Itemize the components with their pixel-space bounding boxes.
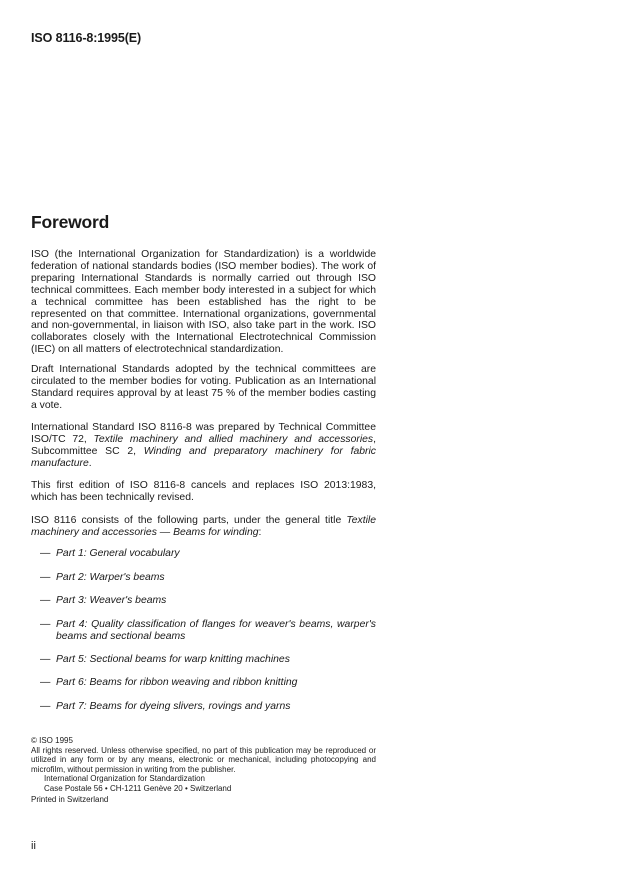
organization-name: International Organization for Standardization — [44, 774, 205, 784]
paragraph-parts-intro — [31, 515, 376, 539]
rights-reserved-text: All rights reserved. Unless otherwise specified, no part of this publication may be reproduced or utilized in any form or by any means, electronic or mechanical, including photocopying and microfilm, without permission in writing from the publisher. — [31, 745, 376, 774]
foreword-title: Foreword — [31, 212, 110, 232]
prepared-by-text-e: . — [88, 457, 92, 469]
committee-title-italic: Textile machinery and allied machinery and accessories — [93, 433, 374, 445]
paragraph-iso-intro: ISO (the International Organization for Standardization) is a worldwide federation of national standards bodies (ISO member bodies). The work of preparing International Standards is normally carried out through ISO technical committees. Each member body interested in a subject for which a technical committee has been established has the right to be represented on that committee. International organizations, governmental and non-governmental, in liaison with ISO, also take part in the work. ISO collaborates closely with the International Electrotechnical Commission (IEC) on all matters of electrotechnical standardization. — [31, 249, 376, 356]
list-dash: — — [40, 654, 51, 665]
part-title: Part 5: Sectional beams for warp knitting machines — [56, 654, 290, 665]
list-dash: — — [40, 548, 51, 559]
prepared-by-text-c: , Subcommittee SC 2, — [31, 433, 376, 457]
paragraph-draft-standards: Draft International Standards adopted by the technical committees are circulated to the member bodies for voting. Publication as an International Standard requires approval by at least 75 % of the member bodies casting a vote. — [31, 364, 376, 411]
paragraph-edition: This first edition of ISO 8116-8 cancels and replaces ISO 2013:1983, which has been technically revised. — [31, 480, 376, 503]
prepared-by-text-a: International Standard ISO 8116-8 was prepared by Technical Committee ISO/TC 72, — [31, 422, 376, 445]
part-title: Part 6: Beams for ribbon weaving and ribbon knitting — [56, 677, 298, 688]
part-title: Part 2: Warper's beams — [56, 572, 165, 583]
list-dash: — — [40, 619, 51, 630]
document-id-header: ISO 8116-8:1995(E) — [31, 31, 142, 45]
parts-intro-text-c: : — [258, 526, 262, 538]
part-title: Part 4: Quality classification of flanges for weaver's beams, warper's beams and sectional beams — [56, 619, 376, 642]
general-title-italic: Textile machinery and accessories — Beams for winding — [31, 515, 376, 538]
list-dash: — — [40, 701, 51, 712]
copyright-block — [31, 736, 376, 804]
list-dash: — — [40, 595, 51, 606]
organization-address: Case Postale 56 • CH-1211 Genève 20 • Switzerland — [44, 783, 232, 793]
paragraph-prepared-by — [31, 422, 376, 470]
part-title: Part 1: General vocabulary — [56, 548, 180, 559]
part-title: Part 7: Beams for dyeing slivers, rovings and yarns — [56, 701, 291, 712]
printed-in: Printed in Switzerland — [31, 794, 109, 804]
list-dash: — — [40, 677, 51, 688]
list-dash: — — [40, 572, 51, 583]
page-number: ii — [31, 840, 36, 852]
copyright-line: © ISO 1995 — [31, 736, 73, 745]
part-title: Part 3: Weaver's beams — [56, 595, 167, 606]
parts-intro-text-a: ISO 8116 consists of the following parts, under the general title — [31, 515, 347, 526]
subcommittee-title-italic: Winding and preparatory machinery for fabric manufacture — [31, 445, 376, 469]
